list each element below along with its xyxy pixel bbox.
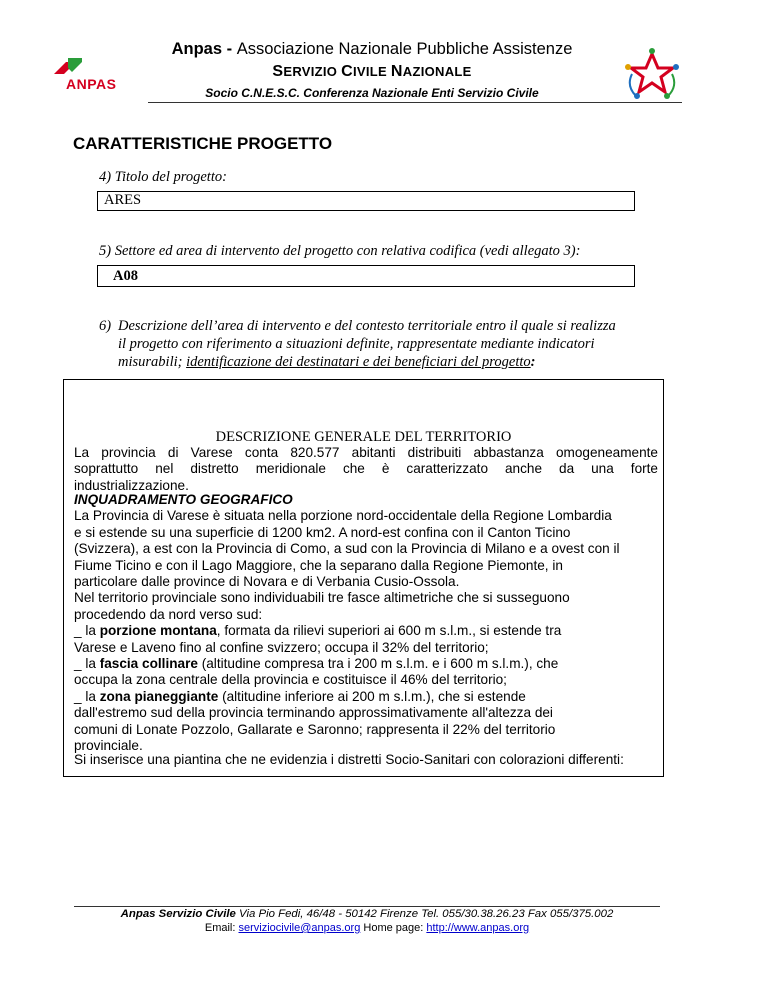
q5-value-box: [97, 265, 635, 287]
geo-subheading: INQUADRAMENTO GEOGRAFICO: [74, 492, 293, 507]
text-line: comuni di Lonate Pozzolo, Gallarate e Saronno; rappresenta il 22% del territorio: [74, 721, 556, 737]
text-line: dall'estremo sud della provincia terminando approssimativamente all'altezza dei: [74, 705, 553, 721]
q6-line: [99, 353, 635, 371]
header-service-title: [162, 63, 582, 81]
logo-text: ANPAS: [66, 76, 117, 92]
map-note: Si inserisce una piantina che ne evidenzia i distretti Socio-Sanitari con colorazioni differenti:: [74, 752, 624, 767]
service-title-part: ERVIZIO: [283, 64, 342, 79]
q5-value: A08: [113, 268, 138, 284]
text-line: Varese e Laveno fino al confine svizzero; occupa il 32% del territorio;: [74, 639, 489, 655]
q4-value: ARES: [104, 192, 142, 208]
text-line: occupa la zona centrale della provincia e costituisce il 46% del territorio;: [74, 672, 507, 688]
footer-org: Anpas Servizio Civile: [120, 908, 236, 920]
band-term: porzione montana: [99, 623, 217, 639]
band-montana: [74, 623, 658, 639]
text-line: Nel territorio provinciale sono individuabili tre fasce altimetriche che si susseguono: [74, 590, 570, 606]
q4-value-box: [97, 191, 635, 211]
footer-homepage-link[interactable]: http://www.anpas.org: [426, 922, 530, 934]
footer-email-link[interactable]: serviziocivile@anpas.org: [238, 922, 361, 934]
band-prefix: _ la: [74, 656, 100, 672]
service-title-part: IVILE: [353, 64, 391, 79]
footer-contact-line: [74, 922, 660, 934]
service-title-part: C: [341, 63, 353, 80]
text-line: soprattutto nel distretto meridionale che è caratterizzato anche da una forte: [74, 461, 658, 477]
text-line: Fiume Ticino e con il Lago Maggiore, che la separano dalla Regione Piemonte, in: [74, 557, 563, 573]
band-pianeggiante: [74, 689, 658, 705]
servizio-civile-logo: [622, 46, 682, 102]
band-term: fascia collinare: [99, 656, 198, 672]
q4-label: 4) Titolo del progetto:: [99, 169, 227, 185]
band-prefix: _ la: [74, 688, 100, 704]
geo-section: [74, 492, 658, 755]
service-title-part: S: [272, 63, 284, 80]
q6-number: 6): [99, 318, 112, 334]
header-separator: -: [222, 40, 237, 58]
footer-address-line: [74, 908, 660, 920]
footer-address: Via Pio Fedi, 46/48 - 50142 Firenze Tel. 055/30.38.26.23 Fax 055/375.002: [235, 908, 614, 920]
band-text: (altitudine inferiore ai 200 m s.l.m.), che si estende: [218, 688, 526, 704]
q6-text: il progetto con riferimento a situazioni definite, rappresentate mediante indicatori: [118, 336, 595, 352]
q6-line: [99, 317, 635, 335]
text-line: e si estende su una superficie di 1200 km2. A nord-est confina con il Canton Ticino: [74, 524, 571, 540]
anpas-logo: [52, 52, 132, 96]
band-term: zona pianeggiante: [99, 688, 219, 704]
band-text: (altitudine compresa tra i 200 m s.l.m. e i 600 m s.l.m.), che: [197, 656, 559, 672]
q6-label: [99, 317, 635, 371]
service-title-part: AZIONALE: [402, 64, 472, 79]
description-heading: DESCRIZIONE GENERALE DEL TERRITORIO: [215, 429, 512, 445]
text-line: particolare dalle province di Novara e di Verbania Cusio-Ossola.: [74, 574, 460, 590]
text-line: provinciale.: [74, 738, 143, 754]
q6-text: misurabili;: [118, 354, 187, 370]
footer-divider: [74, 906, 660, 907]
section-title: CARATTERISTICHE PROGETTO: [73, 134, 333, 153]
text-line: industrializzazione.: [74, 477, 189, 493]
q6-colon: :: [530, 354, 536, 370]
q6-underlined-text: identificazione dei destinatari e dei beneficiari del progetto: [186, 354, 531, 370]
header-brand: Anpas: [171, 40, 223, 58]
header-divider: [148, 102, 682, 103]
text-line: La provincia di Varese conta 820.577 abitanti distribuiti abbastanza omogeneamente: [74, 445, 658, 460]
footer-home-label: Home page:: [360, 922, 427, 934]
band-prefix: _ la: [74, 623, 100, 639]
band-collinare: [74, 656, 658, 672]
q6-text: Descrizione dell’area di intervento e del contesto territoriale entro il quale si realizza: [118, 318, 616, 334]
q6-line: [99, 335, 635, 353]
header-member-line: Socio C.N.E.S.C. Conferenza Nazionale Enti Servizio Civile: [205, 86, 539, 100]
service-title-part: N: [390, 63, 403, 80]
text-line: procedendo da nord verso sud:: [74, 606, 263, 622]
intro-paragraph: [74, 445, 658, 494]
footer-email-label: Email:: [204, 922, 239, 934]
q5-label: 5) Settore ed area di intervento del progetto con relativa codifica (vedi allegato 3):: [99, 243, 581, 259]
text-line: (Svizzera), a est con la Provincia di Como, a sud con la Provincia di Milano e a ovest con il: [74, 541, 620, 557]
header-org-name: Associazione Nazionale Pubbliche Assistenze: [236, 40, 573, 58]
text-line: La Provincia di Varese è situata nella porzione nord-occidentale della Regione Lombardia: [74, 508, 612, 524]
band-text: , formata da rilievi superiori ai 600 m s.l.m., si estende tra: [216, 623, 562, 639]
header-org-line: [162, 40, 582, 59]
